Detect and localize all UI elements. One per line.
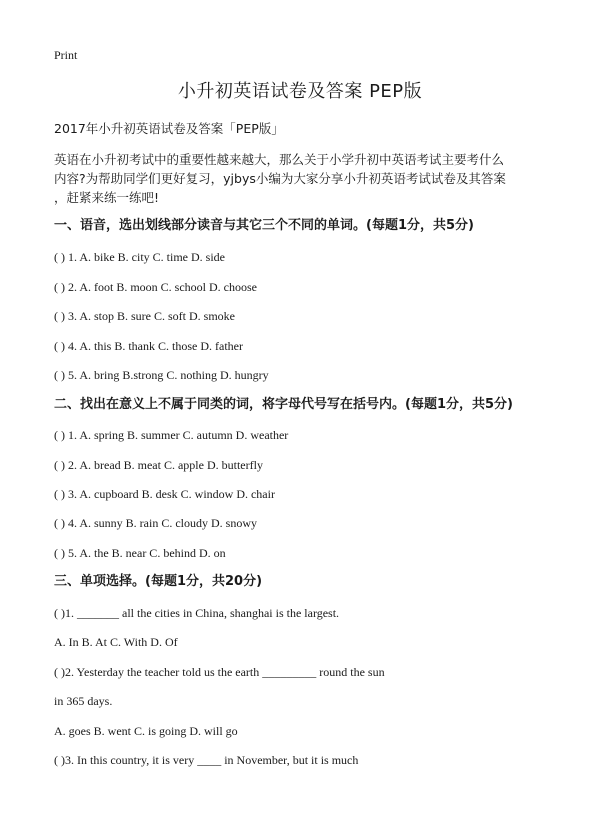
- question-item: ( ) 3. A. cupboard B. desk C. window D. chair: [54, 487, 275, 501]
- section-heading-odd-one-out: 二、找出在意义上不属于同类的词，将字母代号写在括号内。(每题1分，共5分): [54, 397, 513, 412]
- question-item: ( ) 4. A. this B. thank C. those D. father: [54, 339, 243, 353]
- question-item: ( ) 2. A. bread B. meat C. apple D. butterfly: [54, 458, 263, 472]
- question-line: ( )1. _______ all the cities in China, shanghai is the largest.: [54, 606, 340, 620]
- question-item: ( ) 1. A. bike B. city C. time D. side: [54, 250, 225, 264]
- intro-line: ，赶紧来练一练吧!: [54, 190, 160, 205]
- document-subtitle: 2017年小升初英语试卷及答案「PEP版」: [54, 121, 284, 136]
- question-item: ( ) 5. A. bring B.strong C. nothing D. hungry: [54, 368, 269, 382]
- intro-paragraph: [54, 150, 554, 207]
- question-item: ( ) 3. A. stop B. sure C. soft D. smoke: [54, 309, 235, 323]
- question-line: A. In B. At C. With D. Of: [54, 635, 178, 649]
- document-title: 小升初英语试卷及答案 PEP版: [177, 81, 423, 102]
- question-item: ( ) 2. A. foot B. moon C. school D. choose: [54, 280, 257, 294]
- question-item: ( ) 4. A. sunny B. rain C. cloudy D. snowy: [54, 516, 257, 530]
- question-item: ( ) 1. A. spring B. summer C. autumn D. weather: [54, 428, 289, 442]
- question-item: ( ) 5. A. the B. near C. behind D. on: [54, 546, 226, 560]
- section-heading-phonetics: 一、语音，选出划线部分读音与其它三个不同的单词。(每题1分，共5分): [54, 218, 474, 233]
- question-line: ( )3. In this country, it is very ____ in November, but it is much: [54, 753, 359, 767]
- section-heading-multiple-choice: 三、单项选择。(每题1分，共20分): [54, 574, 263, 589]
- question-line: in 365 days.: [54, 694, 113, 708]
- question-line: ( )2. Yesterday the teacher told us the earth _________ round the sun: [54, 665, 385, 679]
- intro-line: 内容?为帮助同学们更好复习，yjbys小编为大家分享小升初英语考试试卷及其答案: [54, 171, 506, 186]
- question-line: A. goes B. went C. is going D. will go: [54, 724, 238, 738]
- print-label: Print: [54, 48, 78, 62]
- intro-line: 英语在小升初考试中的重要性越来越大，那么关于小学升初中英语考试主要考什么: [54, 152, 505, 167]
